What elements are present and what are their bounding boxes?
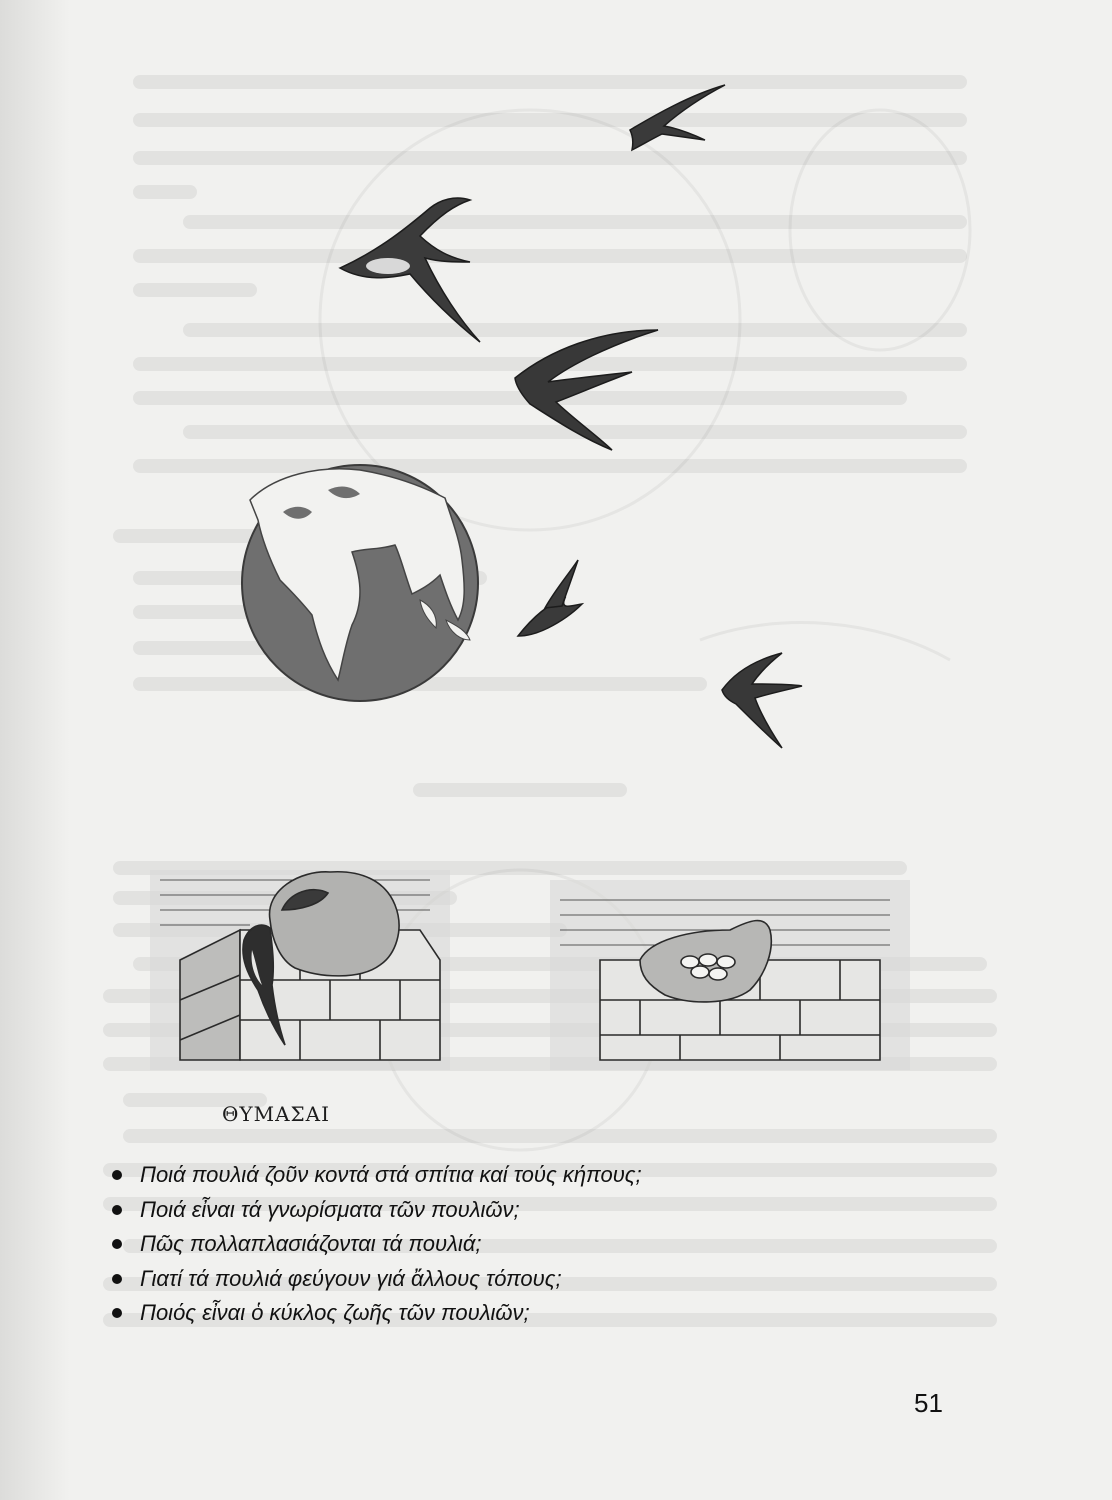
swift-illustration-5: [722, 653, 802, 748]
question-item: [110, 1193, 642, 1228]
question-text: Ποιά πουλιά ζοῦν κοντά στά σπίτια καί τούς κήπους;: [140, 1162, 642, 1187]
question-item: [110, 1262, 642, 1297]
swallow-nest-illustration-right: [550, 880, 910, 1070]
question-item: [110, 1227, 642, 1262]
globe-illustration: [242, 465, 478, 701]
page-number: 51: [914, 1388, 943, 1418]
question-text: Πῶς πολλαπλασιάζονται τά πουλιά;: [140, 1231, 482, 1256]
bullet-icon: [112, 1239, 122, 1249]
bullet-icon: [112, 1274, 122, 1284]
swift-illustration-4: [518, 560, 582, 636]
question-text: Γιατί τά πουλιά φεύγουν γιά ἄλλους τόπους;: [140, 1265, 562, 1291]
review-questions-list: [110, 1158, 642, 1331]
swallow-nest-illustration-left: [150, 870, 450, 1070]
question-item: [110, 1296, 642, 1331]
question-text: Ποιά εἶναι τά γνωρίσματα τῶν πουλιῶν;: [140, 1196, 520, 1222]
bullet-icon: [112, 1308, 122, 1318]
bullet-icon: [112, 1205, 122, 1215]
bullet-icon: [112, 1170, 122, 1180]
question-item: [110, 1158, 642, 1193]
illustration-caption: ΘΥΜΑΣΑΙ: [222, 1102, 331, 1126]
bleed-through-text: [110, 82, 990, 1320]
question-text: Ποιός εἶναι ὁ κύκλος ζωῆς τῶν πουλιῶν;: [140, 1300, 530, 1325]
